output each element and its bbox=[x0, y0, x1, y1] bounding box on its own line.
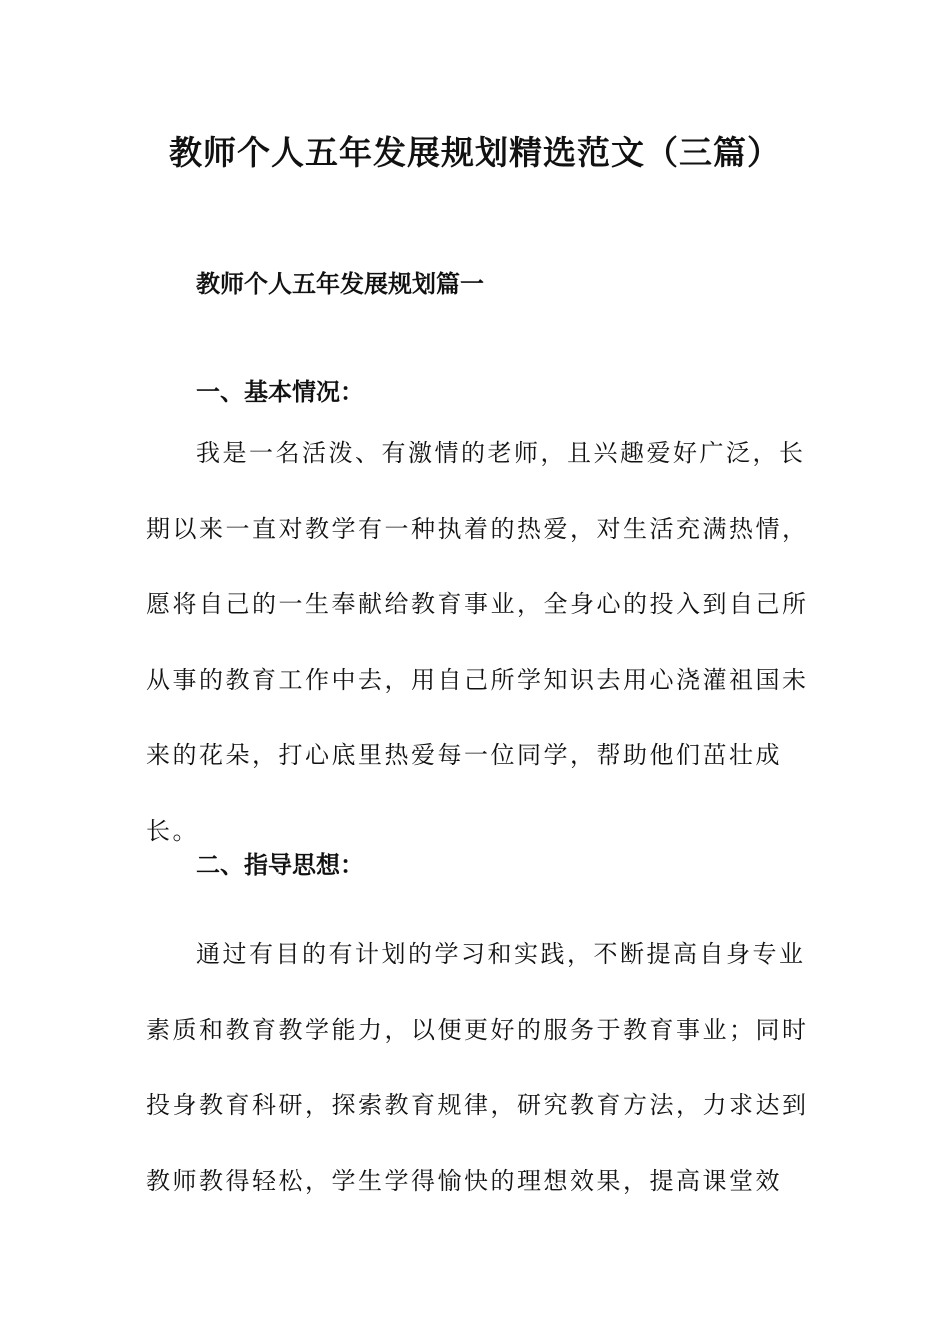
paragraph-line: 长。 bbox=[146, 816, 199, 845]
section-heading-guiding-thought: 二、指导思想： bbox=[196, 850, 364, 879]
paragraph-line: 通过有目的有计划的学习和实践，不断提高自身专业 bbox=[196, 940, 806, 968]
section-heading-basic-info: 一、基本情况： bbox=[196, 377, 364, 406]
paragraph-line: 期以来一直对教学有一种执着的热爱，对生活充满热情， bbox=[146, 514, 809, 543]
paragraph-line: 教师教得轻松，学生学得愉快的理想效果，提高课堂效 bbox=[146, 1166, 782, 1195]
article-title: 教师个人五年发展规划篇一 bbox=[196, 269, 484, 298]
document-title: 教师个人五年发展规划精选范文（三篇） bbox=[169, 133, 781, 172]
paragraph-basic-info bbox=[146, 416, 809, 870]
paragraph-line: 来的花朵，打心底里热爱每一位同学，帮助他们茁壮成 bbox=[146, 741, 782, 770]
paragraph-line: 投身教育科研，探索教育规律，研究教育方法，力求达到 bbox=[146, 1091, 809, 1120]
paragraph-line: 从事的教育工作中去，用自己所学知识去用心浇灌祖国未 bbox=[146, 665, 809, 694]
paragraph-line: 我是一名活泼、有激情的老师，且兴趣爱好广泛，长 bbox=[196, 439, 806, 467]
paragraph-line: 愿将自己的一生奉献给教育事业，全身心的投入到自己所 bbox=[146, 590, 809, 619]
paragraph-guiding-thought bbox=[146, 917, 809, 1219]
paragraph-line: 素质和教育教学能力，以便更好的服务于教育事业；同时 bbox=[146, 1015, 809, 1044]
